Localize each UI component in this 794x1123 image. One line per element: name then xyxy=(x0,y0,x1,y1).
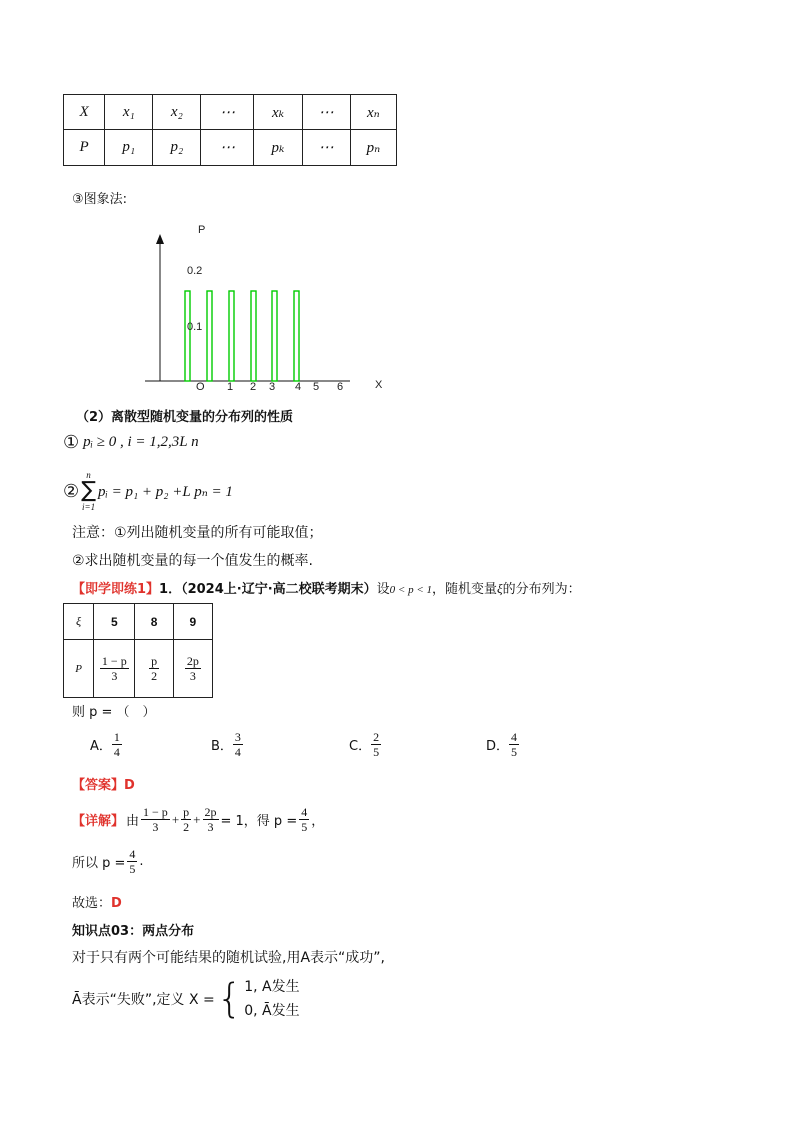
distribution-chart xyxy=(130,218,400,398)
option-c[interactable] xyxy=(349,730,381,759)
denominator: 3 xyxy=(111,669,118,683)
table-cell: 5 xyxy=(94,604,135,640)
answer-line xyxy=(72,774,135,793)
property-number: ② xyxy=(63,480,80,502)
x-tick-label: 6 xyxy=(337,381,344,393)
property-number: ① xyxy=(63,432,80,453)
chart-bar xyxy=(229,291,234,381)
numerator: 2p xyxy=(186,654,199,668)
table-cell: p₁ xyxy=(105,130,153,166)
option-letter: D． xyxy=(486,739,510,754)
exercise-tag: 【即学即练1】 xyxy=(72,582,160,597)
fraction xyxy=(149,654,159,683)
option-letter: A． xyxy=(90,739,112,754)
fraction xyxy=(100,654,129,683)
so-tail: . xyxy=(139,854,144,869)
numerator: 4 xyxy=(129,847,136,861)
table-cell: xₖ xyxy=(254,95,302,130)
denominator: 4 xyxy=(113,745,120,759)
chart-bar xyxy=(272,291,277,381)
y-axis-label: P xyxy=(198,224,206,236)
numerator: 2 xyxy=(373,730,380,744)
so-line xyxy=(72,847,144,876)
option-fraction xyxy=(112,730,122,759)
y-axis-arrow-icon xyxy=(156,234,164,244)
table-cell: ξ xyxy=(64,604,94,640)
option-fraction xyxy=(233,730,243,759)
graph-method-label: ③图象法: xyxy=(72,192,128,207)
property-2 xyxy=(63,470,233,512)
note-line-1: 注意：①列出随机变量的所有可能取值； xyxy=(72,525,323,541)
numerator: 1 − p xyxy=(143,805,168,819)
exercise-number: 1． xyxy=(159,582,182,597)
option-letter: B． xyxy=(211,739,233,754)
x-tick-label: 2 xyxy=(250,381,257,393)
kp3-title: 知识点03：两点分布 xyxy=(72,924,195,939)
denominator: 3 xyxy=(207,820,214,834)
exercise-text: ，随机变量 xyxy=(432,582,498,597)
table-cell: X xyxy=(64,95,105,130)
option-b[interactable] xyxy=(211,730,243,759)
kp3-definition: Ā表示“失败”,定义 X = xyxy=(72,992,215,1008)
answer-label: 【答案】 xyxy=(72,778,125,793)
fraction xyxy=(203,805,219,834)
plus-sign: + xyxy=(171,811,180,827)
choose-value: D xyxy=(111,896,122,911)
choose-label: 故选： xyxy=(72,896,112,911)
question-line: 则 p = （ ） xyxy=(72,705,156,720)
exercise-text: 的分布列为： xyxy=(502,582,581,597)
answer-value: D xyxy=(124,778,135,793)
detail-line xyxy=(72,805,324,834)
table-cell xyxy=(173,640,212,698)
denominator: 3 xyxy=(189,669,196,683)
option-fraction xyxy=(509,730,519,759)
denominator: 5 xyxy=(301,820,308,834)
property-expr: pᵢ = p₁ + p₂ +L pₙ = 1 xyxy=(97,483,233,500)
numerator: 2p xyxy=(204,805,217,819)
sum-top: n xyxy=(86,470,91,480)
fraction xyxy=(181,805,191,834)
sigma-icon: ∑ xyxy=(81,478,96,503)
denominator: 2 xyxy=(151,669,158,683)
table-cell: x₁ xyxy=(105,95,153,130)
chart-bar xyxy=(294,291,299,381)
table-cell: ⋯ xyxy=(302,95,350,130)
numerator: p xyxy=(151,654,158,668)
property-1 xyxy=(63,432,199,453)
exercise-text: 设 xyxy=(376,582,390,597)
detail-equation: = 1，得 p = xyxy=(220,814,298,829)
exercise-source: （2024上·辽宁·高二校联考期末） xyxy=(181,582,377,597)
table-cell: P xyxy=(64,130,105,166)
table-cell: P xyxy=(64,640,94,698)
table-cell xyxy=(94,640,135,698)
sum-bottom: i=1 xyxy=(82,502,96,512)
x-tick-label: 4 xyxy=(295,381,302,393)
numerator: p xyxy=(183,805,190,819)
so-prefix: 所以 p = xyxy=(72,856,126,871)
exercise-condition: 0 < p < 1 xyxy=(389,584,433,596)
fraction xyxy=(127,847,137,876)
piecewise-cases xyxy=(244,975,299,1023)
option-d[interactable] xyxy=(486,730,519,759)
detail-prefix: 由 xyxy=(126,814,140,829)
distribution-table xyxy=(63,94,397,166)
sum-symbol xyxy=(81,470,96,512)
section2-title: （2）离散型随机变量的分布列的性质 xyxy=(76,410,294,425)
x-tick-label: 1 xyxy=(227,381,234,393)
y-tick-label: 0.2 xyxy=(187,265,203,277)
numerator: 1 − p xyxy=(101,654,127,668)
table-cell xyxy=(135,640,173,698)
denominator: 5 xyxy=(511,745,518,759)
plus-sign: + xyxy=(193,811,201,827)
denominator: 2 xyxy=(183,820,190,834)
kp3-line-1: 对于只有两个可能结果的随机试验,用A表示“成功”, xyxy=(72,950,385,966)
numerator: 3 xyxy=(234,730,241,744)
chart-bar xyxy=(185,291,190,381)
table-cell: ⋯ xyxy=(201,95,254,130)
xi-distribution-table xyxy=(63,603,213,698)
kp3-line-2 xyxy=(72,975,300,1023)
x-tick-label: 3 xyxy=(269,381,276,393)
option-fraction xyxy=(371,730,381,759)
numerator: 4 xyxy=(511,730,518,744)
table-cell: x₂ xyxy=(153,95,201,130)
table-cell: 9 xyxy=(173,604,212,640)
case-2: 0, Ā发生 xyxy=(244,1003,300,1019)
fraction xyxy=(299,805,309,834)
table-cell: ⋯ xyxy=(302,130,350,166)
table-cell: xₙ xyxy=(350,95,396,130)
fraction xyxy=(141,805,170,834)
denominator: 5 xyxy=(373,745,380,759)
denominator: 3 xyxy=(152,820,159,834)
detail-tail: ， xyxy=(311,814,325,829)
table-cell: ⋯ xyxy=(201,130,254,166)
option-letter: C． xyxy=(349,739,372,754)
exercise-line xyxy=(72,578,581,597)
table-cell: 8 xyxy=(135,604,173,640)
table-cell: pₖ xyxy=(254,130,302,166)
table-cell: p₂ xyxy=(153,130,201,166)
fraction xyxy=(185,654,201,683)
detail-label: 【详解】 xyxy=(72,814,125,829)
x-tick-label: O xyxy=(196,381,205,393)
x-axis-label: X xyxy=(375,379,383,391)
chart-bar xyxy=(207,291,212,381)
xi-symbol: ξ xyxy=(497,581,503,596)
option-a[interactable] xyxy=(90,730,122,759)
table-cell: pₙ xyxy=(350,130,396,166)
denominator: 4 xyxy=(234,745,241,759)
numerator: 4 xyxy=(301,805,308,819)
case-1: 1, A发生 xyxy=(244,979,300,995)
choose-line xyxy=(72,892,122,911)
property-expr: pᵢ ≥ 0 , i = 1,2,3L n xyxy=(83,434,199,450)
y-tick-label: 0.1 xyxy=(187,321,203,333)
numerator: 1 xyxy=(113,730,120,744)
x-tick-label: 5 xyxy=(313,381,320,393)
chart-bar xyxy=(251,291,256,381)
brace-icon: { xyxy=(216,976,243,1022)
denominator: 5 xyxy=(129,862,136,876)
note-line-2: ②求出随机变量的每一个值发生的概率. xyxy=(72,553,313,569)
